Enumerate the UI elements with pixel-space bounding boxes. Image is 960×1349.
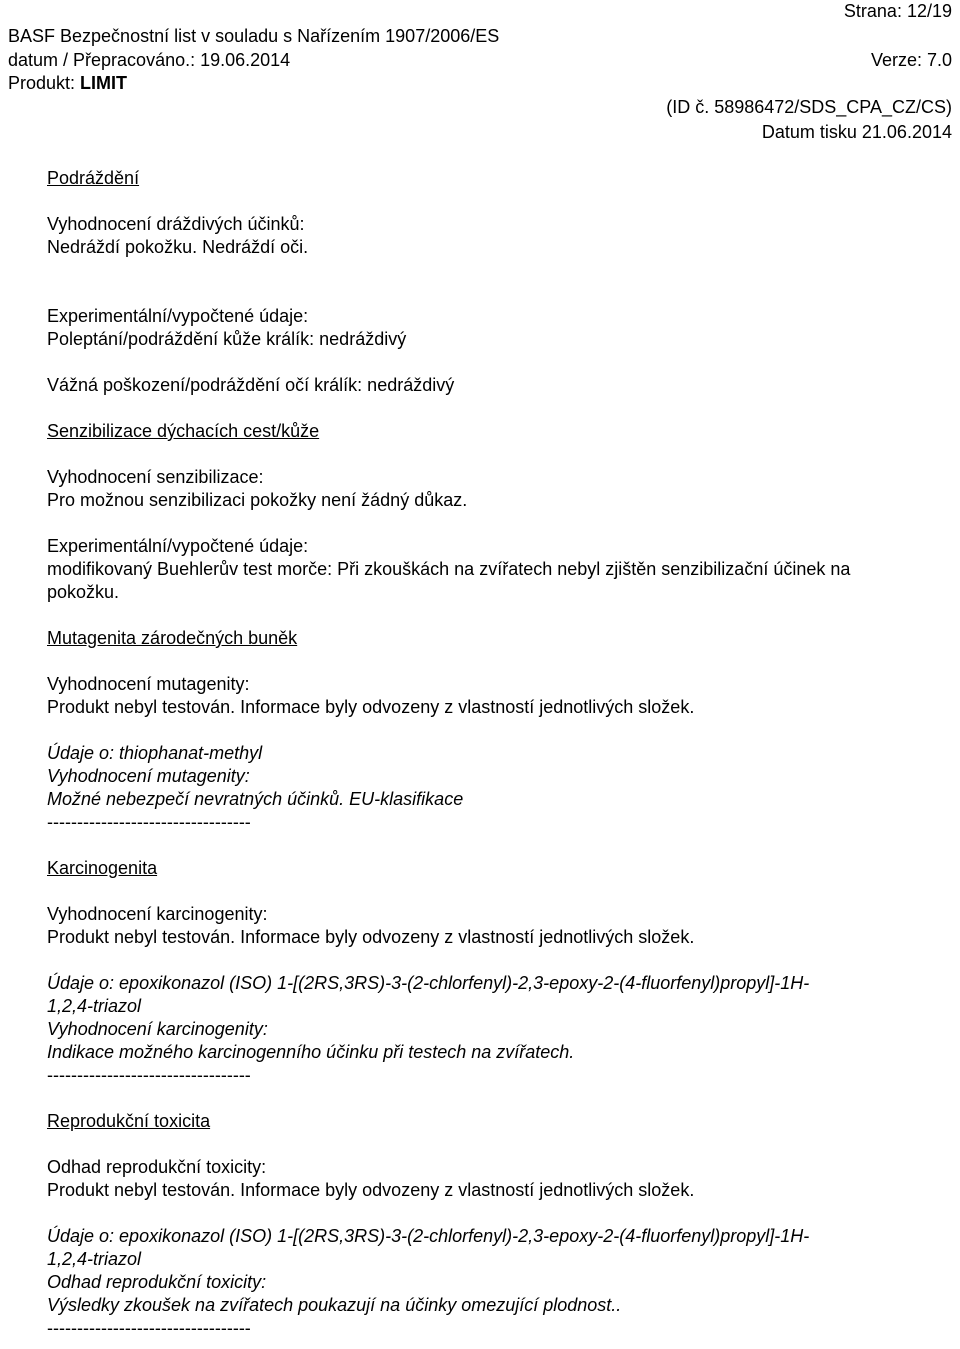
document-body [47,167,952,1340]
carcinogenicity-data-eval-label: Vyhodnocení karcinogenity: [47,1019,268,1039]
sensitization-exp-text-1: modifikovaný Buehlerův test morče: Při zkouškách na zvířatech nebyl zjištěn senzibilizační účinek na [47,559,851,579]
irritation-eval-label: Vyhodnocení dráždivých účinků: [47,214,305,234]
document-id: (ID č. 58986472/SDS_CPA_CZ/CS) [666,97,952,117]
reproductive-eval-text: Produkt nebyl testován. Informace byly odvozeny z vlastností jednotlivých složek. [47,1180,695,1200]
carcinogenicity-separator: ---------------------------------- [47,1065,251,1085]
mutagenicity-data-eval-label: Vyhodnocení mutagenity: [47,766,250,786]
reproductive-data-eval-text: Výsledky zkoušek na zvířatech poukazují na účinky omezující plodnost.. [47,1295,622,1315]
reproductive-data-label-2: 1,2,4-triazol [47,1249,142,1269]
section-title-carcinogenicity: Karcinogenita [47,858,158,878]
sensitization-exp-text-2: pokožku. [47,582,120,602]
carcinogenicity-data-label-2: 1,2,4-triazol [47,996,142,1016]
mutagenicity-eval-label: Vyhodnocení mutagenity: [47,674,250,694]
product-name: LIMIT [80,73,128,93]
carcinogenicity-eval-label: Vyhodnocení karcinogenity: [47,904,268,924]
carcinogenicity-eval-text: Produkt nebyl testován. Informace byly odvozeny z vlastností jednotlivých složek. [47,927,695,947]
irritation-exp-eye: Vážná poškození/podráždění očí králík: nedráždivý [47,375,455,395]
section-title-sensitization: Senzibilizace dýchacích cest/kůže [47,421,320,441]
reproductive-data-eval-label: Odhad reprodukční toxicity: [47,1272,267,1292]
sensitization-exp-label: Experimentální/vypočtené údaje: [47,536,309,556]
reproductive-eval-label: Odhad reprodukční toxicity: [47,1157,267,1177]
irritation-exp-label: Experimentální/vypočtené údaje: [47,306,309,326]
irritation-exp-skin: Poleptání/podráždění kůže králík: nedráždivý [47,329,407,349]
document-title: BASF Bezpečnostní list v souladu s Nařízením 1907/2006/ES [8,26,500,46]
section-title-irritation: Podráždění [47,168,140,188]
print-date: Datum tisku 21.06.2014 [761,122,952,142]
irritation-eval-text: Nedráždí pokožku. Nedráždí oči. [47,237,309,257]
document-header [0,0,960,150]
revision-date: datum / Přepracováno.: 19.06.2014 [8,50,291,70]
mutagenicity-data-label: Údaje o: thiophanat-methyl [47,743,263,763]
page-number: Strana: 12/19 [843,1,952,21]
mutagenicity-data-eval-text: Možné nebezpečí nevratných účinků. EU-klasifikace [47,789,464,809]
version: Verze: 7.0 [870,50,952,70]
reproductive-separator: ---------------------------------- [47,1318,251,1338]
sensitization-eval-text: Pro možnou senzibilizaci pokožky není žádný důkaz. [47,490,468,510]
carcinogenicity-data-label-1: Údaje o: epoxikonazol (ISO) 1-[(2RS,3RS)-3-(2-chlorfenyl)-2,3-epoxy-2-(4-fluorfenyl)propyl]-1H- [47,973,810,993]
product-label: Produkt: [8,73,81,93]
section-title-mutagenicity: Mutagenita zárodečných buněk [47,628,298,648]
product-line [8,72,127,95]
section-title-reproductive-toxicity: Reprodukční toxicita [47,1111,211,1131]
reproductive-data-label-1: Údaje o: epoxikonazol (ISO) 1-[(2RS,3RS)-3-(2-chlorfenyl)-2,3-epoxy-2-(4-fluorfenyl)propyl]-1H- [47,1226,810,1246]
carcinogenicity-data-eval-text: Indikace možného karcinogenního účinku při testech na zvířatech. [47,1042,575,1062]
mutagenicity-separator: ---------------------------------- [47,812,251,832]
mutagenicity-eval-text: Produkt nebyl testován. Informace byly odvozeny z vlastností jednotlivých složek. [47,697,695,717]
sensitization-eval-label: Vyhodnocení senzibilizace: [47,467,264,487]
